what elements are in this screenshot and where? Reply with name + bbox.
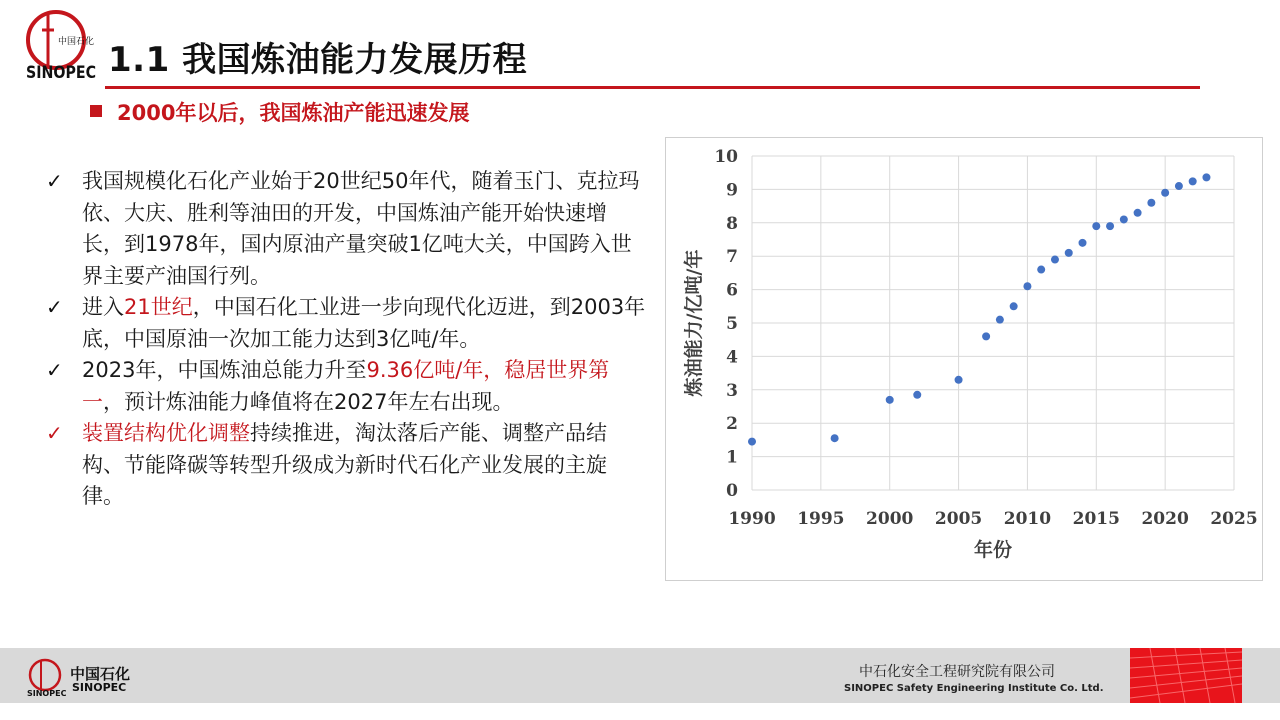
institute-name-cn: 中石化安全工程研究院有限公司 xyxy=(859,664,1055,680)
data-point xyxy=(1120,215,1128,223)
data-point xyxy=(1189,177,1197,185)
bullet-text: 我国规模化石化产业始于20世纪50年代，随着玉门、克拉玛依、大庆、胜利等油田的开发，中国炼油产能开始快速增长，到1978年，国内原油产量突破1亿吨大关，中国跨入世界主要产油国行列。 xyxy=(82,169,640,288)
checkmark-icon: ✓ xyxy=(46,295,63,319)
checkmark-icon: ✓ xyxy=(46,358,63,382)
footer-brand-cn: 中国石化 xyxy=(70,665,131,683)
x-tick-label: 1995 xyxy=(797,509,845,529)
footer-brand-en: SINOPEC xyxy=(72,681,127,694)
x-tick-label: 2020 xyxy=(1141,509,1189,529)
data-point xyxy=(1051,256,1059,264)
data-point xyxy=(955,376,963,384)
bullet-item xyxy=(46,418,646,513)
data-point xyxy=(1010,302,1018,310)
data-point xyxy=(1023,282,1031,290)
bullet-list xyxy=(46,166,646,513)
footer-sinopec-logo xyxy=(26,657,67,698)
y-tick-label: 6 xyxy=(726,280,738,301)
y-tick-label: 10 xyxy=(714,147,738,167)
page-title: 1.1 我国炼油能力发展历程 xyxy=(108,40,528,80)
data-point xyxy=(831,434,839,442)
y-tick-label: 9 xyxy=(726,180,738,201)
x-axis-label: 年份 xyxy=(973,539,1013,561)
logo-text-cn: 中国石化 xyxy=(58,37,95,47)
bullet-item xyxy=(46,166,646,292)
bullet-highlight-text: 21世纪 xyxy=(124,295,193,319)
footer-bar xyxy=(0,648,1280,703)
square-bullet-icon xyxy=(90,105,102,117)
data-point xyxy=(1037,266,1045,274)
bullet-highlight-text: 9.36亿吨/年，稳居世界第一 xyxy=(82,358,610,414)
svg-text:SINOPEC: SINOPEC xyxy=(27,689,67,698)
data-point xyxy=(1106,222,1114,230)
x-tick-label: 2005 xyxy=(934,509,983,529)
data-point xyxy=(996,316,1004,324)
institute-name-en: SINOPEC Safety Engineering Institute Co. Ltd. xyxy=(844,683,1104,694)
bullet-text: 持续推进，淘汰落后产能、调整产品结构、节能降碳等转型升级成为新时代石化产业发展的主旋律。 xyxy=(82,421,607,508)
title-rule xyxy=(105,86,1200,89)
bullet-highlight-text: 装置结构优化调整 xyxy=(82,421,250,445)
bullet-item xyxy=(46,355,646,418)
footer-red-pattern xyxy=(1130,648,1242,703)
bullet-item xyxy=(46,292,646,355)
data-point xyxy=(886,396,894,404)
y-tick-label: 1 xyxy=(726,447,738,468)
data-point xyxy=(1079,239,1087,247)
data-point xyxy=(1202,173,1210,181)
x-tick-label: 2000 xyxy=(866,509,914,529)
section-subtitle: 2000年以后，我国炼油产能迅速发展 xyxy=(117,101,470,125)
sinopec-logo xyxy=(22,8,100,83)
data-point xyxy=(1065,249,1073,257)
bullet-text: ，中国石化工业进一步向现代化迈进，到2003年底，中国原油一次加工能力达到3亿吨/年。 xyxy=(82,295,646,351)
checkmark-icon: ✓ xyxy=(46,421,63,445)
y-axis-label: 炼油能力/亿吨/年 xyxy=(683,249,705,397)
data-point xyxy=(1092,222,1100,230)
data-point xyxy=(982,332,990,340)
logo-text-en: SINOPEC xyxy=(26,63,96,83)
data-point xyxy=(1161,189,1169,197)
chart-panel xyxy=(665,137,1263,581)
data-point xyxy=(1134,209,1142,217)
bullet-text: 进入 xyxy=(82,295,124,319)
y-tick-label: 5 xyxy=(726,314,738,334)
y-tick-label: 3 xyxy=(726,380,738,401)
scatter-chart xyxy=(666,138,1262,580)
y-tick-label: 4 xyxy=(726,347,738,368)
data-point xyxy=(748,438,756,446)
y-tick-label: 0 xyxy=(726,481,738,501)
x-tick-label: 1990 xyxy=(728,509,776,529)
data-point xyxy=(1175,182,1183,190)
bullet-text: 2023年，中国炼油总能力升至 xyxy=(82,358,367,382)
checkmark-icon: ✓ xyxy=(46,169,63,193)
data-point xyxy=(913,391,921,399)
y-tick-label: 2 xyxy=(726,414,738,435)
data-point xyxy=(1147,199,1155,207)
y-tick-label: 8 xyxy=(726,213,738,234)
bullet-text: ，预计炼油能力峰值将在2027年左右出现。 xyxy=(103,389,514,414)
x-tick-label: 2010 xyxy=(1003,509,1052,529)
x-tick-label: 2025 xyxy=(1210,509,1258,529)
y-tick-label: 7 xyxy=(726,247,738,268)
x-tick-label: 2015 xyxy=(1072,509,1120,529)
